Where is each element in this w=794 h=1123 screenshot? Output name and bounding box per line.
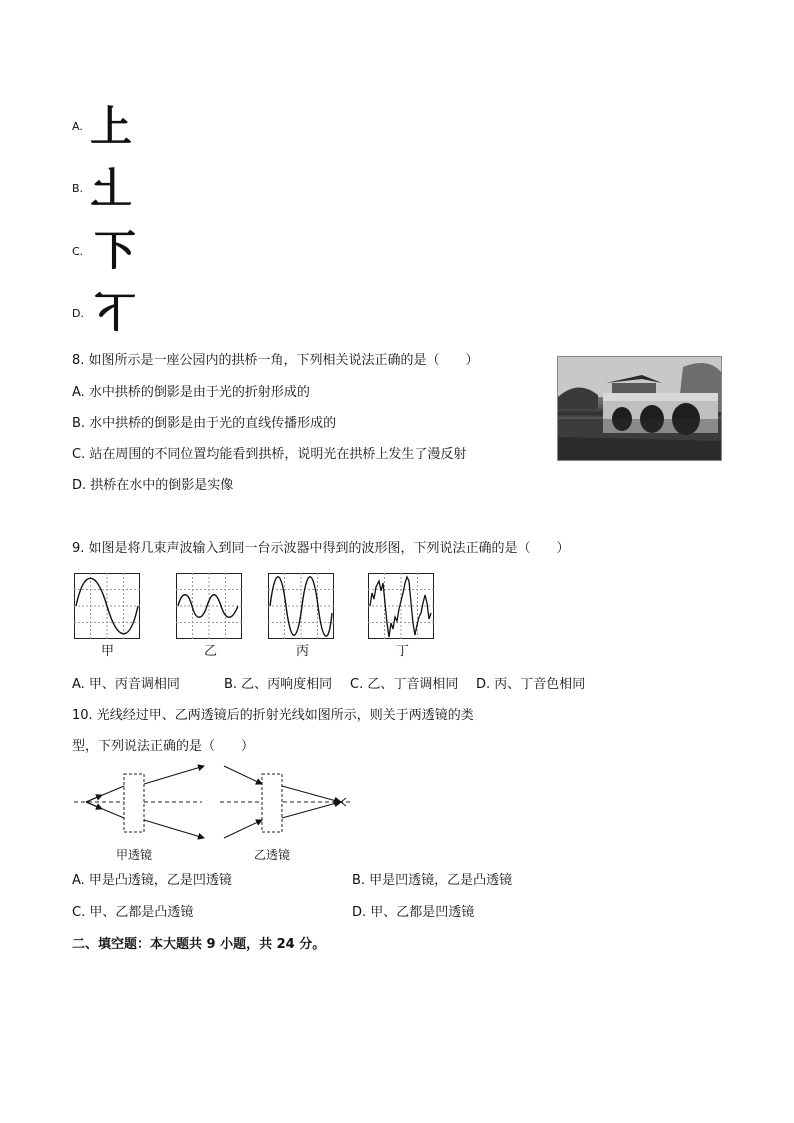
- q8-option-d: D. 拱桥在水中的倒影是实像: [72, 478, 234, 493]
- bridge-photo: [557, 356, 722, 461]
- section2-heading: 二、填空题：本大题共 9 小题，共 24 分。: [72, 937, 326, 952]
- oscilloscope-panel-jia: [74, 573, 140, 639]
- q10-stem-line1: 10. 光线经过甲、乙两透镜后的折射光线如图所示，则关于两透镜的类: [72, 708, 474, 723]
- q7-option-b-label: B.: [72, 182, 84, 195]
- oscilloscope-panel-yi: [176, 573, 242, 639]
- oscilloscope-panel-ding: [368, 573, 434, 639]
- lens-label-yi: 乙透镜: [254, 848, 291, 862]
- q7-option-b-glyph: 上: [89, 164, 132, 213]
- panel-label-bing: 丙: [296, 644, 310, 659]
- q7-option-d-glyph: 下: [93, 288, 136, 337]
- q7-option-d-label: D.: [72, 307, 84, 320]
- q10-option-c: C. 甲、乙都是凸透镜: [72, 905, 194, 920]
- q9-option-b: B. 乙、丙响度相同: [224, 677, 333, 692]
- panel-label-ding: 丁: [396, 644, 410, 659]
- panel-label-jia: 甲: [101, 644, 115, 659]
- lens-label-jia: 甲透镜: [116, 848, 153, 862]
- q8-option-a: A. 水中拱桥的倒影是由于光的折射形成的: [72, 385, 310, 400]
- q10-option-a: A. 甲是凸透镜，乙是凹透镜: [72, 873, 232, 888]
- q8-stem: 8. 如图所示是一座公园内的拱桥一角，下列相关说法正确的是（ ）: [72, 353, 479, 368]
- panel-label-yi: 乙: [204, 644, 218, 659]
- q10-stem-line2: 型，下列说法正确的是（ ）: [72, 739, 255, 754]
- q7-option-c-glyph: 下: [94, 226, 137, 275]
- q9-option-d: D. 丙、丁音色相同: [476, 677, 586, 692]
- q9-option-a: A. 甲、丙音调相同: [72, 677, 180, 692]
- q8-option-c: C. 站在周围的不同位置均能看到拱桥，说明光在拱桥上发生了漫反射: [72, 447, 467, 462]
- q7-option-c-label: C.: [72, 245, 84, 258]
- q7-option-a-label: A.: [72, 120, 83, 133]
- q10-option-b: B. 甲是凹透镜，乙是凸透镜: [352, 873, 513, 888]
- q9-option-c: C. 乙、丁音调相同: [350, 677, 459, 692]
- q9-stem: 9. 如图是将几束声波输入到同一台示波器中得到的波形图，下列说法正确的是（ ）: [72, 541, 570, 556]
- q10-option-d: D. 甲、乙都是凹透镜: [352, 905, 475, 920]
- q8-option-b: B. 水中拱桥的倒影是由于光的直线传播形成的: [72, 416, 337, 431]
- oscilloscope-panel-bing: [268, 573, 334, 639]
- q7-option-a-glyph: 上: [90, 102, 133, 151]
- lens-diagram: [74, 762, 354, 842]
